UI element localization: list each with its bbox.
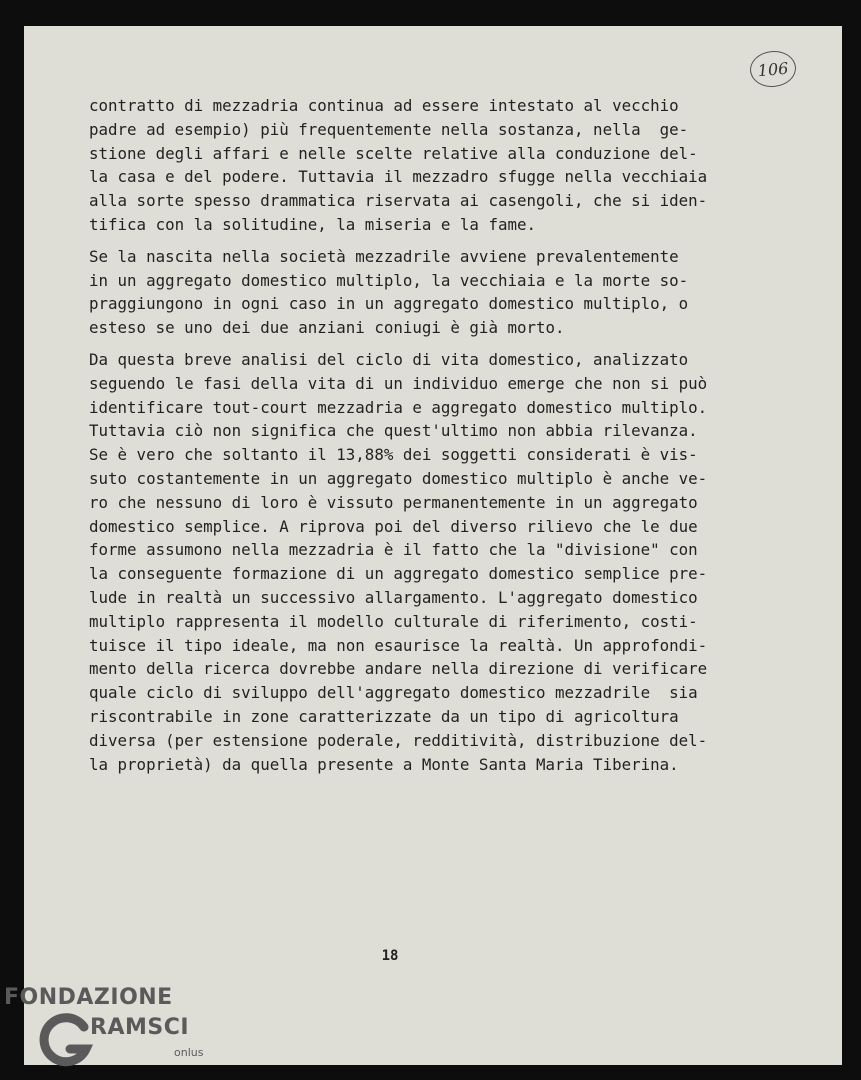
text-line: Tuttavia ciò non significa che quest'ultimo non abbia rilevanza. [89,421,698,441]
text-line: multiplo rappresenta il modello culturale di riferimento, costi- [89,611,698,631]
text-line: suto costantemente in un aggregato domestico multiplo è anche ve- [89,468,708,488]
text-line: ro che nessuno di loro è vissuto permanentemente in un aggregato [89,492,698,512]
text-line: la casa e del podere. Tuttavia il mezzadro sfugge nella vecchiaia [89,167,708,187]
text-line: in un aggregato domestico multiplo, la vecchiaia e la morte so- [89,270,689,290]
text-line: Se la nascita nella società mezzadrile avviene prevalentemente [89,246,679,266]
text-line: esteso se uno dei due anziani coniugi è già morto. [89,318,565,338]
text-line: quale ciclo di sviluppo dell'aggregato domestico mezzadrile sia [89,683,698,703]
g-logo-icon [36,1011,96,1071]
text-line: lude in realtà un successivo allargamento. L'aggregato domestico [89,587,698,607]
text-line: Se è vero che soltanto il 13,88% dei soggetti considerati è vis- [89,445,698,465]
text-line: forme assumono nella mezzadria è il fatto che la "divisione" con [89,540,698,560]
text-line: alla sorte spesso drammatica riservata ai casengoli, che si iden- [89,191,708,211]
text-line: la proprietà) da quella presente a Monte Santa Maria Tiberina. [89,754,679,774]
fondazione-gramsci-watermark [0,985,215,1077]
text-line: riscontrabile in zone caratterizzate da un tipo di agricoltura [89,706,679,726]
text-line: mento della ricerca dovrebbe andare nella direzione di verificare [89,659,708,679]
paragraph-gap [89,237,729,245]
text-line: padre ad esempio) più frequentemente nella sostanza, nella ge- [89,119,689,139]
watermark-line3: onlus [174,1046,204,1059]
watermark-line2: RAMSCI [90,1015,190,1040]
text-line: tuisce il tipo ideale, ma non esaurisce la realtà. Un approfondi- [89,635,708,655]
page-number: 18 [381,948,399,964]
archive-number: 106 [756,58,790,80]
text-line: Da questa breve analisi del ciclo di vita domestico, analizzato [89,349,689,369]
text-line: diversa (per estensione poderale, redditività, distribuzione del- [89,730,708,750]
body-text [89,94,729,776]
text-line: la conseguente formazione di un aggregato domestico semplice pre- [89,564,708,584]
text-line: contratto di mezzadria continua ad essere intestato al vecchio [89,96,679,115]
paragraph [89,348,729,776]
text-line: praggiungono in ogni caso in un aggregato domestico multiplo, o [89,294,689,314]
text-line: seguendo le fasi della vita di un individuo emerge che non si può [89,373,708,393]
text-line: domestico semplice. A riprova poi del diverso rilievo che le due [89,516,698,536]
text-line: identificare tout-court mezzadria e aggregato domestico multiplo. [89,397,708,417]
text-line: stione degli affari e nelle scelte relative alla conduzione del- [89,143,698,163]
text-line: tifica con la solitudine, la miseria e la fame. [89,214,536,234]
paragraph-gap [89,340,729,348]
watermark-line1: FONDAZIONE [4,985,173,1010]
paragraph [89,245,729,340]
paragraph [89,94,729,237]
